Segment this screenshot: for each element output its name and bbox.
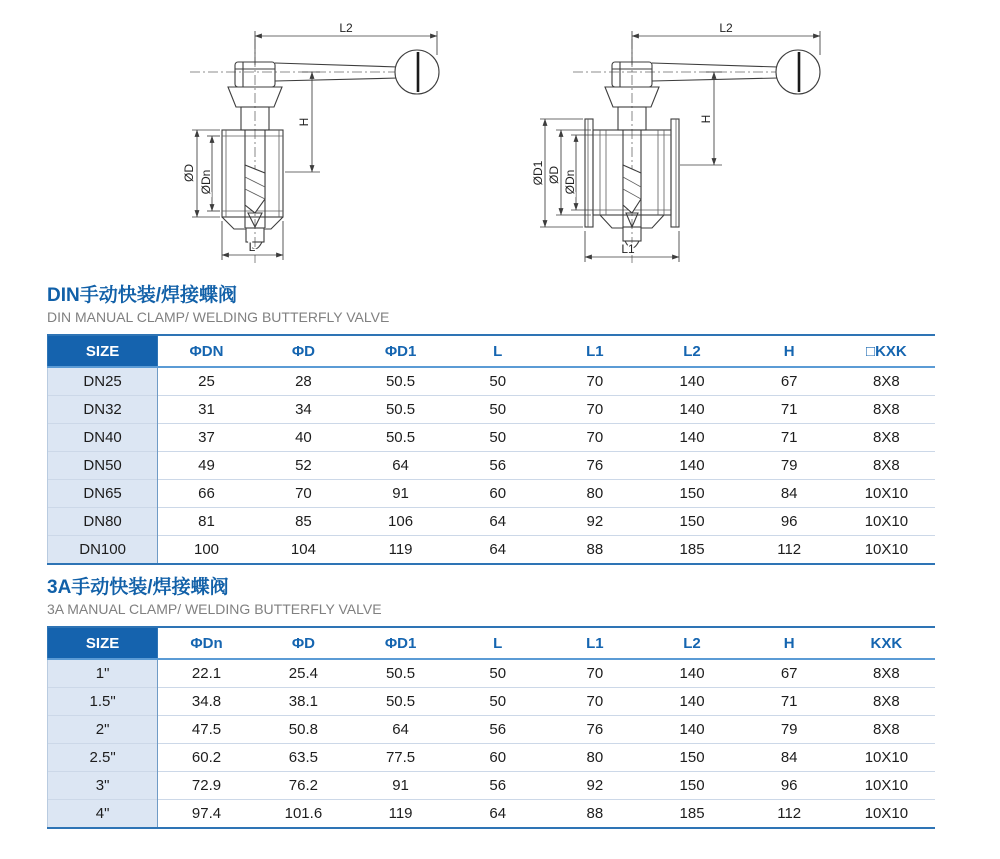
value-cell: 72.9 (158, 772, 255, 800)
value-cell: 10X10 (838, 744, 935, 772)
value-cell: 150 (643, 772, 740, 800)
size-cell: DN65 (48, 480, 158, 508)
centerlines (573, 39, 783, 263)
value-cell: 47.5 (158, 716, 255, 744)
header-cell: KXK (838, 627, 935, 659)
value-cell: 119 (352, 800, 449, 829)
value-cell: 40 (255, 424, 352, 452)
value-cell: 60 (449, 480, 546, 508)
value-cell: 70 (546, 367, 643, 396)
value-cell: 91 (352, 772, 449, 800)
size-cell: DN40 (48, 424, 158, 452)
dim-label-d: ØD (547, 166, 561, 184)
value-cell: 34 (255, 396, 352, 424)
header-cell: L (449, 335, 546, 367)
value-cell: 88 (546, 800, 643, 829)
value-cell: 76.2 (255, 772, 352, 800)
table-row (48, 367, 936, 396)
value-cell: 64 (352, 452, 449, 480)
header-cell: ΦD (255, 335, 352, 367)
value-cell: 112 (741, 536, 838, 565)
value-cell: 150 (643, 480, 740, 508)
header-cell: L1 (546, 627, 643, 659)
value-cell: 106 (352, 508, 449, 536)
value-cell: 140 (643, 367, 740, 396)
welding-valve-drawing (150, 15, 480, 270)
value-cell: 81 (158, 508, 255, 536)
size-cell: DN32 (48, 396, 158, 424)
size-cell: DN50 (48, 452, 158, 480)
value-cell: 25.4 (255, 659, 352, 688)
value-cell: 10X10 (838, 800, 935, 829)
value-cell: 50 (449, 424, 546, 452)
table-row (48, 800, 936, 829)
dim-label-l: L (248, 240, 256, 254)
value-cell: 10X10 (838, 508, 935, 536)
value-cell: 52 (255, 452, 352, 480)
size-cell: 4" (48, 800, 158, 829)
dimension-h (680, 72, 722, 165)
table-header-row (48, 627, 936, 659)
value-cell: 140 (643, 424, 740, 452)
din-title: DIN手动快装/焊接蝶阀 (47, 285, 238, 306)
value-cell: 70 (546, 396, 643, 424)
value-cell: 150 (643, 508, 740, 536)
value-cell: 8X8 (838, 367, 935, 396)
value-cell: 70 (255, 480, 352, 508)
dim-label-l2: L2 (719, 21, 733, 35)
value-cell: 10X10 (838, 772, 935, 800)
table-header-row (48, 335, 936, 367)
value-cell: 104 (255, 536, 352, 565)
value-cell: 8X8 (838, 424, 935, 452)
header-cell: ΦD1 (352, 627, 449, 659)
value-cell: 28 (255, 367, 352, 396)
value-cell: 38.1 (255, 688, 352, 716)
table-row (48, 659, 936, 688)
value-cell: 66 (158, 480, 255, 508)
3a-spec-table (47, 626, 935, 829)
value-cell: 140 (643, 659, 740, 688)
value-cell: 8X8 (838, 396, 935, 424)
value-cell: 97.4 (158, 800, 255, 829)
value-cell: 49 (158, 452, 255, 480)
value-cell: 70 (546, 424, 643, 452)
header-cell: ΦDn (158, 627, 255, 659)
value-cell: 64 (449, 508, 546, 536)
dimension-dn (563, 135, 593, 210)
butterfly-disc (623, 165, 641, 227)
table-row (48, 396, 936, 424)
value-cell: 76 (546, 452, 643, 480)
value-cell: 77.5 (352, 744, 449, 772)
value-cell: 34.8 (158, 688, 255, 716)
value-cell: 31 (158, 396, 255, 424)
dim-label-dn: ØDn (199, 169, 213, 195)
value-cell: 84 (741, 480, 838, 508)
dim-label-h: H (297, 117, 311, 127)
table-row (48, 424, 936, 452)
value-cell: 50 (449, 659, 546, 688)
dimension-l1 (585, 231, 679, 262)
size-cell: 2" (48, 716, 158, 744)
value-cell: 50.5 (352, 424, 449, 452)
table-row (48, 480, 936, 508)
value-cell: 70 (546, 659, 643, 688)
dimension-h (285, 72, 320, 172)
3a-section (47, 576, 935, 829)
value-cell: 25 (158, 367, 255, 396)
value-cell: 85 (255, 508, 352, 536)
value-cell: 67 (741, 367, 838, 396)
value-cell: 79 (741, 452, 838, 480)
header-cell: H (741, 335, 838, 367)
value-cell: 8X8 (838, 688, 935, 716)
value-cell: 64 (352, 716, 449, 744)
value-cell: 67 (741, 659, 838, 688)
value-cell: 84 (741, 744, 838, 772)
dim-label-l1: L1 (621, 242, 635, 256)
value-cell: 50.5 (352, 688, 449, 716)
value-cell: 80 (546, 480, 643, 508)
value-cell: 96 (741, 772, 838, 800)
value-cell: 92 (546, 508, 643, 536)
table-row (48, 536, 936, 565)
dim-label-h: H (699, 114, 713, 124)
dim-label-l2: L2 (339, 21, 353, 35)
value-cell: 185 (643, 800, 740, 829)
value-cell: 76 (546, 716, 643, 744)
value-cell: 50 (449, 396, 546, 424)
header-cell: L2 (643, 335, 740, 367)
value-cell: 140 (643, 396, 740, 424)
size-cell: 1.5" (48, 688, 158, 716)
value-cell: 8X8 (838, 716, 935, 744)
value-cell: 63.5 (255, 744, 352, 772)
value-cell: 10X10 (838, 480, 935, 508)
value-cell: 56 (449, 716, 546, 744)
value-cell: 60 (449, 744, 546, 772)
header-cell: L (449, 627, 546, 659)
3a-subtitle: 3A MANUAL CLAMP/ WELDING BUTTERFLY VALVE (47, 601, 382, 617)
value-cell: 56 (449, 452, 546, 480)
header-cell: L1 (546, 335, 643, 367)
header-cell: ΦD (255, 627, 352, 659)
dimension-dn (199, 136, 220, 211)
value-cell: 50 (449, 367, 546, 396)
value-cell: 140 (643, 452, 740, 480)
header-cell: L2 (643, 627, 740, 659)
value-cell: 80 (546, 744, 643, 772)
size-header-cell: SIZE (48, 627, 158, 659)
size-cell: 3" (48, 772, 158, 800)
table-row (48, 688, 936, 716)
size-cell: 2.5" (48, 744, 158, 772)
dim-label-dn: ØDn (563, 169, 577, 195)
value-cell: 101.6 (255, 800, 352, 829)
value-cell: 140 (643, 716, 740, 744)
butterfly-disc (245, 165, 265, 227)
value-cell: 96 (741, 508, 838, 536)
value-cell: 64 (449, 800, 546, 829)
value-cell: 50.8 (255, 716, 352, 744)
table-row (48, 452, 936, 480)
header-cell: □KXK (838, 335, 935, 367)
value-cell: 71 (741, 396, 838, 424)
din-subtitle: DIN MANUAL CLAMP/ WELDING BUTTERFLY VALVE (47, 309, 390, 325)
header-cell: H (741, 627, 838, 659)
value-cell: 50.5 (352, 396, 449, 424)
value-cell: 92 (546, 772, 643, 800)
value-cell: 56 (449, 772, 546, 800)
value-cell: 60.2 (158, 744, 255, 772)
value-cell: 70 (546, 688, 643, 716)
header-cell: ΦDN (158, 335, 255, 367)
value-cell: 119 (352, 536, 449, 565)
clamp-valve-drawing (528, 15, 868, 270)
size-cell: DN100 (48, 536, 158, 565)
value-cell: 10X10 (838, 536, 935, 565)
table-row (48, 716, 936, 744)
value-cell: 50.5 (352, 659, 449, 688)
value-cell: 37 (158, 424, 255, 452)
dim-label-d: ØD (182, 164, 196, 182)
value-cell: 112 (741, 800, 838, 829)
value-cell: 71 (741, 688, 838, 716)
value-cell: 88 (546, 536, 643, 565)
value-cell: 50.5 (352, 367, 449, 396)
header-cell: ΦD1 (352, 335, 449, 367)
size-cell: DN25 (48, 367, 158, 396)
din-spec-table (47, 334, 935, 565)
value-cell: 79 (741, 716, 838, 744)
value-cell: 71 (741, 424, 838, 452)
value-cell: 185 (643, 536, 740, 565)
size-header-cell: SIZE (48, 335, 158, 367)
table-row (48, 508, 936, 536)
value-cell: 22.1 (158, 659, 255, 688)
value-cell: 150 (643, 744, 740, 772)
dim-label-d1: ØD1 (531, 160, 545, 186)
size-cell: 1" (48, 659, 158, 688)
value-cell: 64 (449, 536, 546, 565)
value-cell: 8X8 (838, 452, 935, 480)
value-cell: 140 (643, 688, 740, 716)
3a-title: 3A手动快装/焊接蝶阀 (47, 577, 229, 598)
din-section (47, 284, 935, 565)
value-cell: 50 (449, 688, 546, 716)
value-cell: 8X8 (838, 659, 935, 688)
size-cell: DN80 (48, 508, 158, 536)
table-row (48, 744, 936, 772)
table-row (48, 772, 936, 800)
value-cell: 91 (352, 480, 449, 508)
value-cell: 100 (158, 536, 255, 565)
